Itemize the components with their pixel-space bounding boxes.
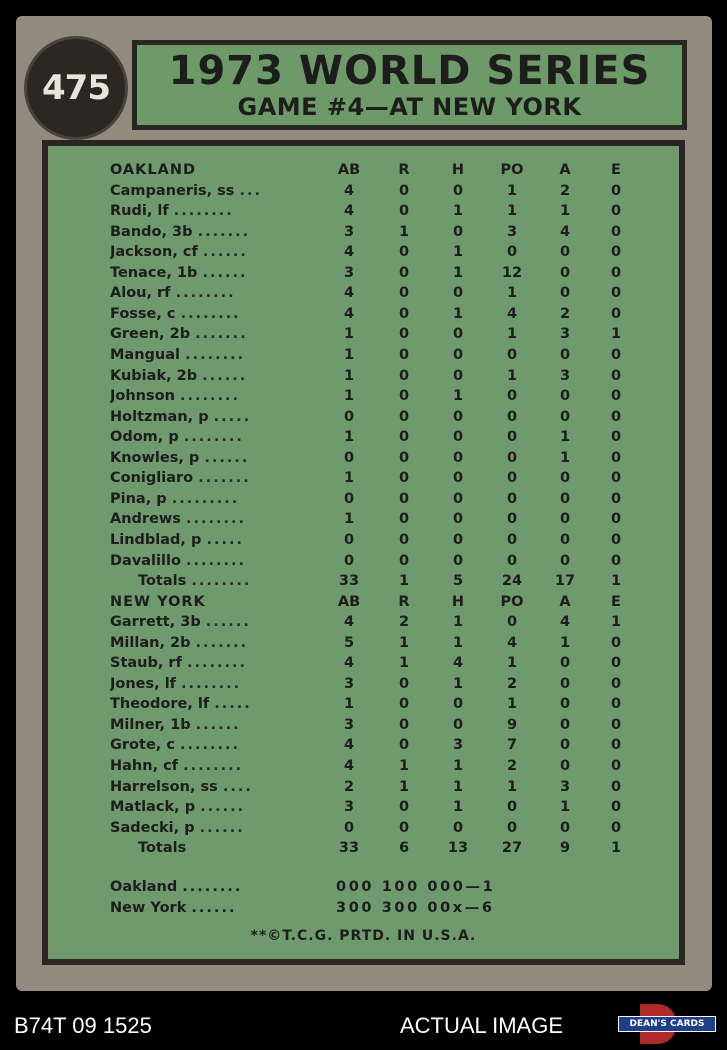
column-header: E [611, 593, 621, 610]
table-row [110, 304, 650, 324]
stat-cell: 4 [506, 305, 518, 322]
stat-cell: 2 [559, 305, 571, 322]
player-name: Hahn, cf ........ [110, 757, 244, 774]
stat-cell: 0 [610, 244, 622, 261]
stat-cell: 0 [506, 531, 518, 548]
player-name: Totals [138, 840, 187, 857]
linescore-row-oakland [110, 877, 670, 897]
table-row [110, 551, 650, 571]
stat-cell: 1 [343, 367, 355, 384]
stat-cell: 0 [610, 449, 622, 466]
stat-cell: 1 [559, 799, 571, 815]
stat-cell: 1 [559, 634, 571, 651]
table-row [110, 345, 650, 365]
stat-cell: 0 [452, 223, 464, 240]
stat-cell: 4 [343, 614, 355, 631]
stat-cell: 1 [398, 655, 410, 672]
stat-cell: 0 [452, 408, 464, 425]
stat-cell: 2 [559, 182, 571, 199]
stat-cell: 0 [343, 552, 355, 569]
stat-cell: 0 [452, 696, 464, 713]
stat-cell: 1 [506, 326, 518, 343]
player-name: Andrews ........ [110, 511, 247, 528]
table-row [110, 468, 650, 488]
stat-cell: 0 [559, 244, 571, 261]
stat-cell: 5 [452, 573, 464, 589]
stat-cell: 9 [559, 840, 571, 857]
stat-cell: 3 [452, 737, 464, 754]
column-header: A [559, 162, 571, 178]
stat-cell: 0 [559, 655, 571, 672]
stat-cell: 0 [398, 408, 410, 425]
player-name: Jackson, cf ...... [110, 244, 248, 261]
stat-cell: 0 [506, 449, 518, 466]
stat-cell: 3 [506, 223, 518, 240]
stat-cell: 0 [506, 552, 518, 569]
stat-cell: 0 [610, 737, 622, 754]
table-row [110, 509, 650, 529]
stat-cell: 0 [559, 347, 571, 363]
player-name: Davalillo ........ [110, 552, 247, 569]
stat-cell: 1 [452, 264, 464, 281]
stat-cell: 9 [506, 716, 518, 733]
stat-cell: 4 [343, 757, 355, 774]
stat-cell: 0 [452, 490, 464, 507]
stat-cell: 0 [559, 757, 571, 774]
stat-cell: 4 [506, 634, 518, 651]
stat-cell: 0 [398, 696, 410, 713]
stat-cell: 33 [338, 573, 360, 589]
stat-cell: 0 [398, 367, 410, 384]
stat-cell: 0 [343, 449, 355, 466]
table-row [110, 448, 650, 468]
player-name: Alou, rf ........ [110, 285, 236, 302]
stat-cell: 0 [610, 264, 622, 281]
stat-cell: 3 [343, 799, 355, 815]
stat-cell: 6 [398, 840, 410, 857]
stat-cell: 0 [559, 696, 571, 713]
stat-cell: 3 [343, 716, 355, 733]
stat-cell: 0 [398, 264, 410, 281]
stat-cell: 0 [506, 470, 518, 487]
stat-cell: 0 [610, 305, 622, 322]
stat-cell: 1 [506, 285, 518, 302]
stat-cell: 1 [559, 449, 571, 466]
stat-cell: 4 [343, 182, 355, 199]
card-title: 1973 WORLD SERIES [168, 48, 651, 94]
table-row [110, 735, 650, 755]
stat-cell: 0 [398, 203, 410, 220]
table-row [110, 797, 650, 817]
stat-cell: 1 [452, 675, 464, 692]
stat-cell: 0 [343, 531, 355, 548]
stat-cell: 0 [398, 737, 410, 754]
stat-cell: 0 [506, 490, 518, 507]
stat-cell: 1 [559, 429, 571, 446]
stat-cell: 0 [398, 470, 410, 487]
stat-cell: 4 [343, 655, 355, 672]
stat-cell: 0 [559, 531, 571, 548]
player-name: Mangual ........ [110, 347, 246, 363]
stat-cell: 0 [559, 552, 571, 569]
stat-cell: 0 [610, 203, 622, 220]
column-header: E [611, 162, 621, 178]
stat-cell: 0 [559, 388, 571, 405]
stat-cell: 0 [559, 511, 571, 528]
stat-cell: 1 [452, 305, 464, 322]
stat-cell: 0 [398, 182, 410, 199]
stat-cell: 4 [559, 223, 571, 240]
stat-cell: 0 [506, 244, 518, 261]
stat-cell: 0 [452, 347, 464, 363]
stat-cell: 1 [610, 326, 622, 343]
stat-cell: 0 [610, 182, 622, 199]
stat-cell: 0 [610, 223, 622, 240]
player-name: Jones, lf ........ [110, 675, 242, 692]
table-row [110, 674, 650, 694]
stat-cell: 0 [506, 429, 518, 446]
stat-cell: 1 [506, 203, 518, 220]
player-name: Milner, 1b ...... [110, 716, 241, 733]
stat-cell: 0 [506, 347, 518, 363]
actual-image-label: ACTUAL IMAGE [400, 1013, 563, 1038]
title-box [132, 40, 687, 130]
stat-cell: 2 [398, 614, 410, 631]
team-header-newyork [110, 592, 650, 612]
column-header: AB [337, 162, 361, 178]
player-name: Holtzman, p ..... [110, 408, 252, 425]
table-row [110, 777, 650, 797]
player-name: Johnson ........ [110, 388, 241, 405]
column-header: AB [337, 593, 361, 610]
copyright-line: **©T.C.G. PRTD. IN U.S.A. [250, 928, 477, 944]
stat-cell: 0 [610, 367, 622, 384]
stat-cell: 0 [398, 819, 410, 836]
stat-cell: 1 [343, 347, 355, 363]
column-header: H [451, 162, 465, 178]
stat-cell: 0 [559, 490, 571, 507]
stat-cell: 0 [559, 819, 571, 836]
stat-cell: 2 [343, 778, 355, 795]
stat-cell: 1 [506, 655, 518, 672]
stat-cell: 1 [398, 223, 410, 240]
stat-cell: 0 [398, 326, 410, 343]
stat-cell: 0 [559, 285, 571, 302]
stat-cell: 0 [610, 408, 622, 425]
stat-cell: 1 [343, 429, 355, 446]
stat-cell: 0 [610, 655, 622, 672]
linescore-team: Oakland ........ [110, 879, 243, 895]
stat-cell: 0 [610, 757, 622, 774]
column-header: R [398, 162, 410, 178]
table-row [110, 694, 650, 714]
stat-cell: 0 [610, 388, 622, 405]
table-row [110, 222, 650, 242]
stat-cell: 0 [343, 490, 355, 507]
stat-cell: 0 [398, 285, 410, 302]
stat-cell: 1 [506, 696, 518, 713]
team-name: OAKLAND [110, 162, 197, 178]
stat-cell: 0 [398, 429, 410, 446]
card-number: 475 [42, 68, 110, 108]
table-row [110, 715, 650, 735]
stat-cell: 0 [506, 799, 518, 815]
player-name: Totals ........ [138, 573, 252, 589]
stat-cell: 1 [343, 388, 355, 405]
stat-cell: 1 [610, 573, 622, 589]
stat-cell: 0 [506, 511, 518, 528]
stat-cell: 0 [398, 511, 410, 528]
stat-cell: 0 [559, 408, 571, 425]
stat-cell: 4 [343, 244, 355, 261]
stat-cell: 3 [559, 326, 571, 343]
table-row [110, 407, 650, 427]
stat-cell: 0 [452, 819, 464, 836]
stat-cell: 0 [452, 326, 464, 343]
stat-cell: 1 [452, 634, 464, 651]
stat-cell: 0 [610, 716, 622, 733]
stat-cell: 0 [398, 347, 410, 363]
stat-cell: 1 [506, 778, 518, 795]
stat-cell: 2 [506, 675, 518, 692]
table-row [110, 530, 650, 550]
stat-cell: 0 [398, 716, 410, 733]
card-number-badge [24, 36, 128, 140]
table-row [110, 324, 650, 344]
team-name: NEW YORK [110, 593, 206, 610]
player-name: Garrett, 3b ...... [110, 614, 251, 631]
stat-cell: 0 [559, 470, 571, 487]
stat-cell: 1 [343, 470, 355, 487]
player-name: Bando, 3b ....... [110, 223, 251, 240]
table-row [110, 263, 650, 283]
stat-cell: 0 [343, 819, 355, 836]
stat-cell: 1 [343, 511, 355, 528]
stat-cell: 0 [559, 716, 571, 733]
stat-cell: 0 [452, 552, 464, 569]
column-header: H [451, 593, 465, 610]
stat-cell: 0 [610, 429, 622, 446]
stat-cell: 0 [559, 675, 571, 692]
stat-cell: 0 [506, 614, 518, 631]
stat-cell: 4 [343, 203, 355, 220]
stat-cell: 3 [343, 264, 355, 281]
linescore-score: 000 100 000—1 [336, 879, 496, 895]
stat-cell: 1 [343, 326, 355, 343]
stat-cell: 0 [506, 388, 518, 405]
linescore-score: 300 300 00x—6 [336, 900, 495, 916]
stat-cell: 0 [452, 182, 464, 199]
stat-cell: 1 [559, 203, 571, 220]
stat-cell: 1 [610, 614, 622, 631]
stat-cell: 0 [610, 511, 622, 528]
logo-text: DEAN'S CARDS [618, 1016, 716, 1032]
stat-cell: 1 [398, 757, 410, 774]
player-name: Rudi, lf ........ [110, 203, 234, 220]
table-row [110, 181, 650, 201]
inventory-code: B74T 09 1525 [14, 1013, 152, 1038]
stat-cell: 24 [501, 573, 523, 589]
player-name: Sadecki, p ...... [110, 819, 245, 836]
column-header: PO [500, 162, 524, 178]
stat-cell: 1 [506, 367, 518, 384]
stat-cell: 0 [559, 737, 571, 754]
stat-cell: 7 [506, 737, 518, 754]
stat-cell: 1 [452, 757, 464, 774]
stat-cell: 0 [610, 490, 622, 507]
player-name: Staub, rf ........ [110, 655, 248, 672]
stat-cell: 0 [452, 470, 464, 487]
table-row [110, 427, 650, 447]
player-name: Lindblad, p ..... [110, 531, 244, 548]
team-header-oakland [110, 160, 650, 180]
table-row [110, 489, 650, 509]
stat-cell: 1 [343, 696, 355, 713]
stat-cell: 2 [506, 757, 518, 774]
stat-cell: 0 [398, 531, 410, 548]
stat-cell: 1 [452, 388, 464, 405]
player-name: Fosse, c ........ [110, 305, 241, 322]
stat-cell: 1 [506, 182, 518, 199]
stat-cell: 17 [554, 573, 576, 589]
column-header: PO [500, 593, 524, 610]
stat-cell: 1 [610, 840, 622, 857]
stat-cell: 1 [398, 634, 410, 651]
stat-cell: 0 [398, 675, 410, 692]
linescore-team: New York ...... [110, 900, 237, 916]
table-row [110, 633, 650, 653]
player-name: Millan, 2b ....... [110, 634, 249, 651]
stat-cell: 0 [610, 675, 622, 692]
stat-cell: 0 [398, 799, 410, 815]
table-row [110, 756, 650, 776]
stat-cell: 12 [501, 264, 523, 281]
table-row [110, 201, 650, 221]
player-name: Odom, p ........ [110, 429, 244, 446]
player-name: Harrelson, ss .... [110, 778, 253, 795]
table-row [110, 242, 650, 262]
column-header: A [559, 593, 571, 610]
stat-cell: 1 [452, 203, 464, 220]
table-row [110, 653, 650, 673]
stat-cell: 0 [506, 819, 518, 836]
player-name: Knowles, p ...... [110, 449, 250, 466]
table-row [110, 818, 650, 838]
stat-cell: 0 [452, 449, 464, 466]
stat-cell: 0 [398, 552, 410, 569]
player-name: Tenace, 1b ...... [110, 264, 248, 281]
column-header: R [398, 593, 410, 610]
table-row [110, 612, 650, 632]
player-name: Green, 2b ....... [110, 326, 248, 343]
stat-cell: 1 [452, 799, 464, 815]
stat-cell: 0 [452, 716, 464, 733]
stat-cell: 0 [610, 634, 622, 651]
stat-cell: 0 [610, 696, 622, 713]
stat-cell: 1 [452, 244, 464, 261]
stat-cell: 0 [610, 799, 622, 815]
card-subtitle: GAME #4—AT NEW YORK [237, 93, 582, 121]
linescore-row-newyork [110, 898, 670, 918]
stat-cell: 1 [398, 778, 410, 795]
stat-cell: 13 [447, 840, 469, 857]
stat-cell: 1 [452, 614, 464, 631]
stat-cell: 0 [398, 388, 410, 405]
stat-cell: 0 [559, 264, 571, 281]
stat-cell: 0 [610, 347, 622, 363]
stat-cell: 3 [343, 223, 355, 240]
stat-cell: 0 [343, 408, 355, 425]
player-name: Campaneris, ss ... [110, 182, 263, 199]
player-name: Kubiak, 2b ...... [110, 367, 248, 384]
totals-row-newyork [110, 838, 650, 858]
stat-cell: 0 [398, 490, 410, 507]
table-row [110, 283, 650, 303]
player-name: Pina, p ......... [110, 490, 240, 507]
stat-cell: 3 [559, 367, 571, 384]
stat-cell: 3 [559, 778, 571, 795]
stat-cell: 1 [398, 573, 410, 589]
deans-cards-logo [618, 1004, 716, 1044]
player-name: Conigliaro ....... [110, 470, 251, 487]
stat-cell: 0 [610, 531, 622, 548]
stat-cell: 0 [610, 778, 622, 795]
stat-cell: 0 [506, 408, 518, 425]
stat-cell: 0 [398, 449, 410, 466]
table-row [110, 366, 650, 386]
stat-cell: 0 [398, 305, 410, 322]
stat-cell: 0 [452, 531, 464, 548]
stat-cell: 4 [343, 285, 355, 302]
stat-cell: 0 [398, 244, 410, 261]
stat-cell: 5 [343, 634, 355, 651]
stat-cell: 27 [501, 840, 523, 857]
stat-cell: 0 [452, 429, 464, 446]
player-name: Theodore, lf ..... [110, 696, 252, 713]
stat-cell: 4 [559, 614, 571, 631]
stat-cell: 4 [452, 655, 464, 672]
stat-cell: 0 [452, 285, 464, 302]
stat-cell: 0 [610, 552, 622, 569]
stat-cell: 0 [610, 285, 622, 302]
stat-cell: 33 [338, 840, 360, 857]
stat-cell: 0 [452, 367, 464, 384]
totals-row-oakland [110, 571, 650, 591]
table-row [110, 386, 650, 406]
stat-cell: 0 [610, 819, 622, 836]
player-name: Matlack, p ...... [110, 799, 246, 815]
stat-cell: 0 [610, 470, 622, 487]
player-name: Grote, c ........ [110, 737, 241, 754]
stat-cell: 3 [343, 675, 355, 692]
stat-cell: 0 [452, 511, 464, 528]
stat-cell: 1 [452, 778, 464, 795]
stat-cell: 4 [343, 305, 355, 322]
stat-cell: 4 [343, 737, 355, 754]
